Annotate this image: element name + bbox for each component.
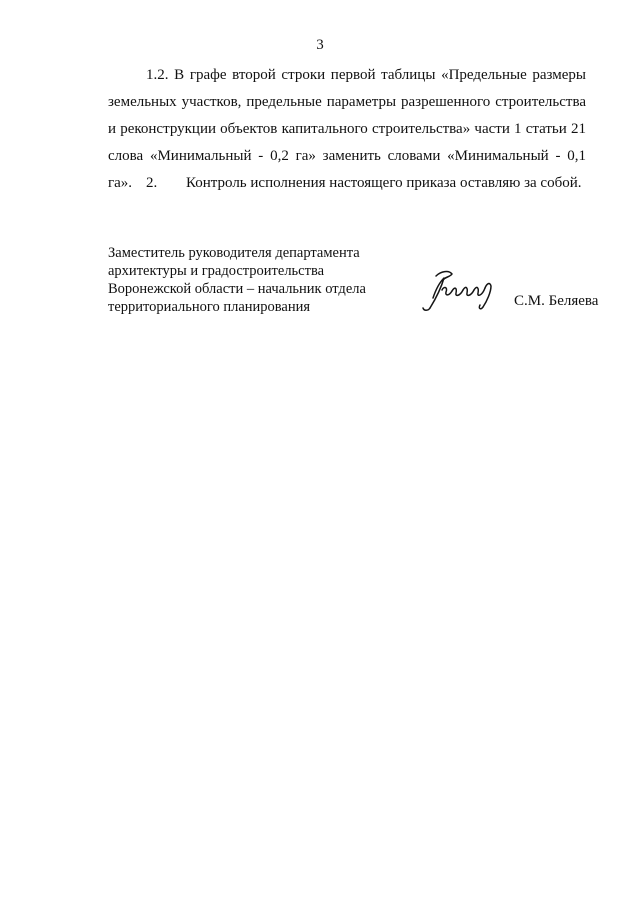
paragraph-1-2: 1.2. В графе второй строки первой таблицы «Предельные размеры земельных участков, предельные параметры разрешенного строительства и реконструкции объектов капитального строительства» части 1 статьи 21 слова «Минимальный - 0,2 га» заменить словами «Минимальный - 0,1 га». bbox=[108, 67, 586, 191]
signer-name: С.М. Беляева bbox=[514, 293, 599, 309]
paragraph-2-text: Контроль исполнения настоящего приказа оставляю за собой. bbox=[186, 175, 582, 191]
position-line-2: архитектуры и градостроительства bbox=[108, 263, 325, 279]
signatory-position bbox=[108, 244, 408, 316]
paragraph-2 bbox=[108, 170, 586, 197]
position-line-3: Воронежской области – начальник отдела bbox=[108, 281, 366, 297]
position-line-1: Заместитель руководителя департамента bbox=[108, 245, 360, 261]
page-number: 3 bbox=[316, 37, 324, 53]
paragraph-2-number: 2. bbox=[146, 175, 158, 191]
position-line-4: территориального планирования bbox=[108, 299, 311, 315]
handwritten-signature-icon bbox=[414, 268, 506, 314]
